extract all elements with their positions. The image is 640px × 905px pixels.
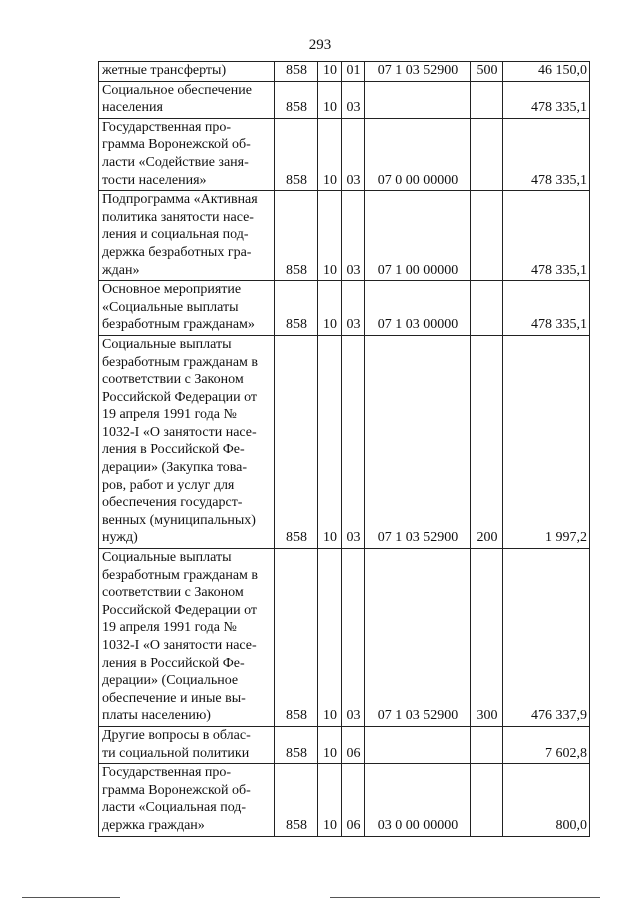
item-name-line: ления в Российской Фе- xyxy=(102,655,245,671)
item-name-line: безработным гражданам» xyxy=(102,317,255,333)
item-name-line: обеспечения государст- xyxy=(102,495,243,511)
department-code-cell: 858 xyxy=(275,335,318,548)
item-name-cell xyxy=(99,62,275,82)
subsection-code-cell: 03 xyxy=(342,549,365,727)
item-name-line: Социальное обеспечение xyxy=(102,82,252,98)
subsection-code-cell: 06 xyxy=(342,726,365,763)
table-row xyxy=(99,335,590,548)
item-name-line: ров, работ и услуг для xyxy=(102,477,235,493)
item-name-line: ждан» xyxy=(102,262,140,278)
item-name-line: ласти «Содействие заня- xyxy=(102,154,249,170)
item-name-cell xyxy=(99,335,275,548)
amount-cell: 800,0 xyxy=(503,764,590,836)
expense-type-code-cell xyxy=(471,764,503,836)
section-code-cell: 10 xyxy=(318,81,342,118)
item-name-line: населения xyxy=(102,100,163,116)
item-name-line: безработным гражданам в xyxy=(102,354,259,370)
expense-type-code-cell xyxy=(471,81,503,118)
department-code-cell: 858 xyxy=(275,726,318,763)
item-name-cell xyxy=(99,549,275,727)
department-code-cell: 858 xyxy=(275,191,318,281)
amount-cell: 7 602,8 xyxy=(503,726,590,763)
item-name-line: Другие вопросы в облас- xyxy=(102,727,251,743)
expense-type-code-cell: 500 xyxy=(471,62,503,82)
item-name-cell xyxy=(99,726,275,763)
item-name-line: 19 апреля 1991 года № xyxy=(102,620,237,636)
expense-type-code-cell xyxy=(471,281,503,336)
target-article-code-cell: 07 1 03 00000 xyxy=(365,281,471,336)
item-name-line: дерации» (Социальное xyxy=(102,673,239,689)
subsection-code-cell: 03 xyxy=(342,191,365,281)
item-name-line: Государственная про- xyxy=(102,765,232,781)
item-name-line: тости населения» xyxy=(102,172,207,188)
expense-type-code-cell: 300 xyxy=(471,549,503,727)
item-name-line: Основное мероприятие xyxy=(102,282,242,298)
department-code-cell: 858 xyxy=(275,281,318,336)
item-name-line: Подпрограмма «Активная xyxy=(102,192,258,208)
item-name-cell xyxy=(99,118,275,190)
item-name-cell xyxy=(99,81,275,118)
department-code-cell: 858 xyxy=(275,118,318,190)
item-name-line: 19 апреля 1991 года № xyxy=(102,407,237,423)
amount-cell: 478 335,1 xyxy=(503,118,590,190)
item-name-line: ти социальной политики xyxy=(102,745,250,761)
section-code-cell: 10 xyxy=(318,118,342,190)
table-row xyxy=(99,726,590,763)
item-name-line: держка граждан» xyxy=(102,817,205,833)
page-number: 293 xyxy=(308,37,332,53)
department-code-cell: 858 xyxy=(275,764,318,836)
item-name-line: жетные трансферты) xyxy=(102,63,227,78)
item-name-line: Российской Федерации от xyxy=(102,389,258,405)
item-name-line: 1032-I «О занятости насе- xyxy=(102,424,257,440)
item-name-line: 1032-I «О занятости насе- xyxy=(102,638,257,653)
item-name-line: соответствии с Законом xyxy=(102,372,244,388)
item-name-line: платы населению) xyxy=(102,708,211,724)
scan-mark-right xyxy=(330,897,600,898)
table-row xyxy=(99,549,590,727)
item-name-line: ления и социальная под- xyxy=(102,227,249,243)
item-name-line: ласти «Социальная под- xyxy=(102,800,247,816)
budget-table xyxy=(98,61,590,837)
section-code-cell: 10 xyxy=(318,335,342,548)
item-name-line: венных (муниципальных) xyxy=(102,512,256,528)
table-row xyxy=(99,62,590,82)
subsection-code-cell: 01 xyxy=(342,62,365,82)
scan-mark-left xyxy=(22,897,120,898)
expense-type-code-cell xyxy=(471,191,503,281)
section-code-cell: 10 xyxy=(318,191,342,281)
item-name-line: «Социальные выплаты xyxy=(102,299,239,315)
target-article-code-cell: 07 0 00 00000 xyxy=(365,118,471,190)
amount-cell: 478 335,1 xyxy=(503,281,590,336)
target-article-code-cell: 07 1 03 52900 xyxy=(365,335,471,548)
subsection-code-cell: 03 xyxy=(342,118,365,190)
item-name-line: ления в Российской Фе- xyxy=(102,442,245,458)
target-article-code-cell: 07 1 03 52900 xyxy=(365,549,471,727)
budget-table-body xyxy=(99,62,590,837)
table-row xyxy=(99,81,590,118)
department-code-cell: 858 xyxy=(275,549,318,727)
table-row xyxy=(99,118,590,190)
item-name-cell xyxy=(99,281,275,336)
amount-cell: 478 335,1 xyxy=(503,191,590,281)
target-article-code-cell xyxy=(365,726,471,763)
expense-type-code-cell xyxy=(471,118,503,190)
target-article-code-cell xyxy=(365,81,471,118)
target-article-code-cell: 07 1 03 52900 xyxy=(365,62,471,82)
amount-cell: 478 335,1 xyxy=(503,81,590,118)
table-row xyxy=(99,191,590,281)
amount-cell: 1 997,2 xyxy=(503,335,590,548)
section-code-cell: 10 xyxy=(318,726,342,763)
item-name-line: Социальные выплаты xyxy=(102,550,232,566)
amount-cell: 46 150,0 xyxy=(503,62,590,82)
department-code-cell: 858 xyxy=(275,62,318,82)
item-name-cell xyxy=(99,191,275,281)
section-code-cell: 10 xyxy=(318,62,342,82)
item-name-line: дерации» (Закупка това- xyxy=(102,460,248,476)
item-name-line: политика занятости насе- xyxy=(102,209,254,225)
table-row xyxy=(99,281,590,336)
item-name-line: держка безработных гра- xyxy=(102,244,252,260)
item-name-line: грамма Воронежской об- xyxy=(102,782,251,798)
expense-type-code-cell: 200 xyxy=(471,335,503,548)
table-row xyxy=(99,764,590,836)
subsection-code-cell: 03 xyxy=(342,335,365,548)
item-name-line: грамма Воронежской об- xyxy=(102,137,251,153)
section-code-cell: 10 xyxy=(318,764,342,836)
item-name-line: нужд) xyxy=(102,530,138,546)
target-article-code-cell: 07 1 00 00000 xyxy=(365,191,471,281)
item-name-line: безработным гражданам в xyxy=(102,567,259,583)
amount-cell: 476 337,9 xyxy=(503,549,590,727)
item-name-cell xyxy=(99,764,275,836)
subsection-code-cell: 06 xyxy=(342,764,365,836)
subsection-code-cell: 03 xyxy=(342,281,365,336)
item-name-line: Государственная про- xyxy=(102,119,232,135)
item-name-line: соответствии с Законом xyxy=(102,585,244,601)
item-name-line: Социальные выплаты xyxy=(102,336,232,352)
expense-type-code-cell xyxy=(471,726,503,763)
target-article-code-cell: 03 0 00 00000 xyxy=(365,764,471,836)
item-name-line: обеспечение и иные вы- xyxy=(102,690,246,706)
subsection-code-cell: 03 xyxy=(342,81,365,118)
section-code-cell: 10 xyxy=(318,549,342,727)
section-code-cell: 10 xyxy=(318,281,342,336)
department-code-cell: 858 xyxy=(275,81,318,118)
item-name-line: Российской Федерации от xyxy=(102,602,258,618)
